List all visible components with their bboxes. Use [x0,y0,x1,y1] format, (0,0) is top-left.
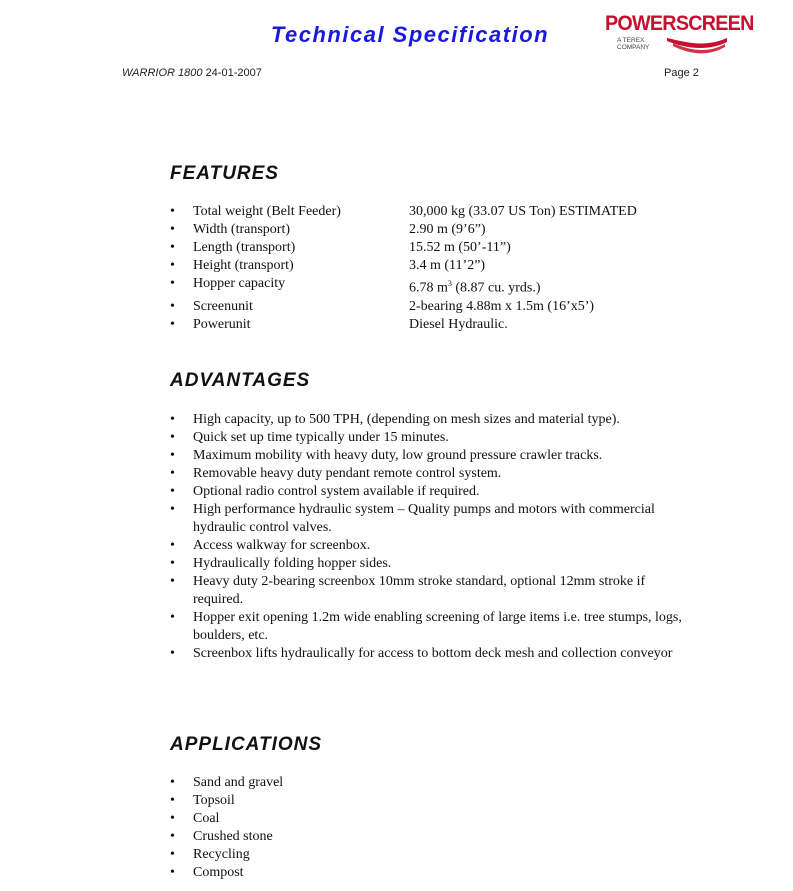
logo-subtitle [617,37,649,51]
list-item: • Crushed stone [193,828,283,846]
list-item: • Access walkway for screenbox. [193,537,683,555]
feature-value: 3.4 m (11’2”) [409,258,486,273]
feature-label: • Height (transport) [193,258,294,273]
feature-label: • Screenunit [193,298,253,314]
list-item: • High performance hydraulic system – Quality pumps and motors with commercial hydraulic control valves. [193,501,683,537]
list-item: • Maximum mobility with heavy duty, low ground pressure crawler tracks. [193,447,683,465]
logo-subtitle-line1: A TEREX [617,37,645,44]
feature-item [193,275,637,298]
features-heading: FEATURES [170,163,279,184]
page-number: Page 2 [664,67,699,79]
logo-brand-text: POWERSCREEN [605,12,754,35]
list-item: • Quick set up time typically under 15 minutes. [193,429,683,447]
logo-swoosh-icon [665,36,729,58]
value-superscript: 3 [447,279,452,288]
feature-value: 15.52 m (50’-11”) [409,240,511,255]
feature-value: Diesel Hydraulic. [409,316,508,332]
feature-value: 30,000 kg (33.07 US Ton) ESTIMATED [409,204,637,219]
document-reference [122,67,262,79]
feature-item [193,257,637,275]
feature-value [409,275,541,298]
advantages-list [193,411,683,663]
feature-item [193,298,637,316]
value-suffix: (8.87 cu. yrds.) [451,280,541,296]
list-item: • Heavy duty 2-bearing screenbox 10mm stroke standard, optional 12mm stroke if required. [193,573,683,609]
list-item: • Compost [193,864,283,882]
list-item: • Hydraulically folding hopper sides. [193,555,683,573]
feature-item [193,316,637,334]
advantages-heading: ADVANTAGES [170,370,311,391]
list-item: • High capacity, up to 500 TPH, (depending on mesh sizes and material type). [193,411,683,429]
feature-item [193,203,637,221]
page-title: Technical Specification [270,22,550,47]
list-item: • Screenbox lifts hydraulically for access to bottom deck mesh and collection conveyor [193,645,683,663]
model-name: WARRIOR 1800 [122,67,203,79]
list-item: • Optional radio control system available if required. [193,483,683,501]
document-date: 24-01-2007 [205,67,262,79]
feature-value: 2.90 m (9’6”) [409,222,486,237]
list-item: • Topsoil [193,792,283,810]
list-item: • Removable heavy duty pendant remote control system. [193,465,683,483]
list-item: • Sand and gravel [193,774,283,792]
feature-label: • Length (transport) [193,240,296,255]
feature-label: • Width (transport) [193,222,291,237]
list-item: • Recycling [193,846,283,864]
features-list [193,203,637,334]
powerscreen-logo [605,12,754,60]
list-item: • Coal [193,810,283,828]
value-main: 6.78 m [409,280,448,296]
feature-label: • Powerunit [193,316,251,332]
logo-subtitle-line2: COMPANY [617,44,650,51]
applications-list [193,774,283,882]
list-item: • Hopper exit opening 1.2m wide enabling screening of large items i.e. tree stumps, logs, boulders, etc. [193,609,683,645]
feature-label: • Hopper capacity [193,276,286,291]
feature-item [193,221,637,239]
feature-item [193,239,637,257]
feature-label: • Total weight (Belt Feeder) [193,204,341,219]
applications-heading: APPLICATIONS [170,734,323,755]
feature-value: 2-bearing 4.88m x 1.5m (16’x5’) [409,298,595,314]
